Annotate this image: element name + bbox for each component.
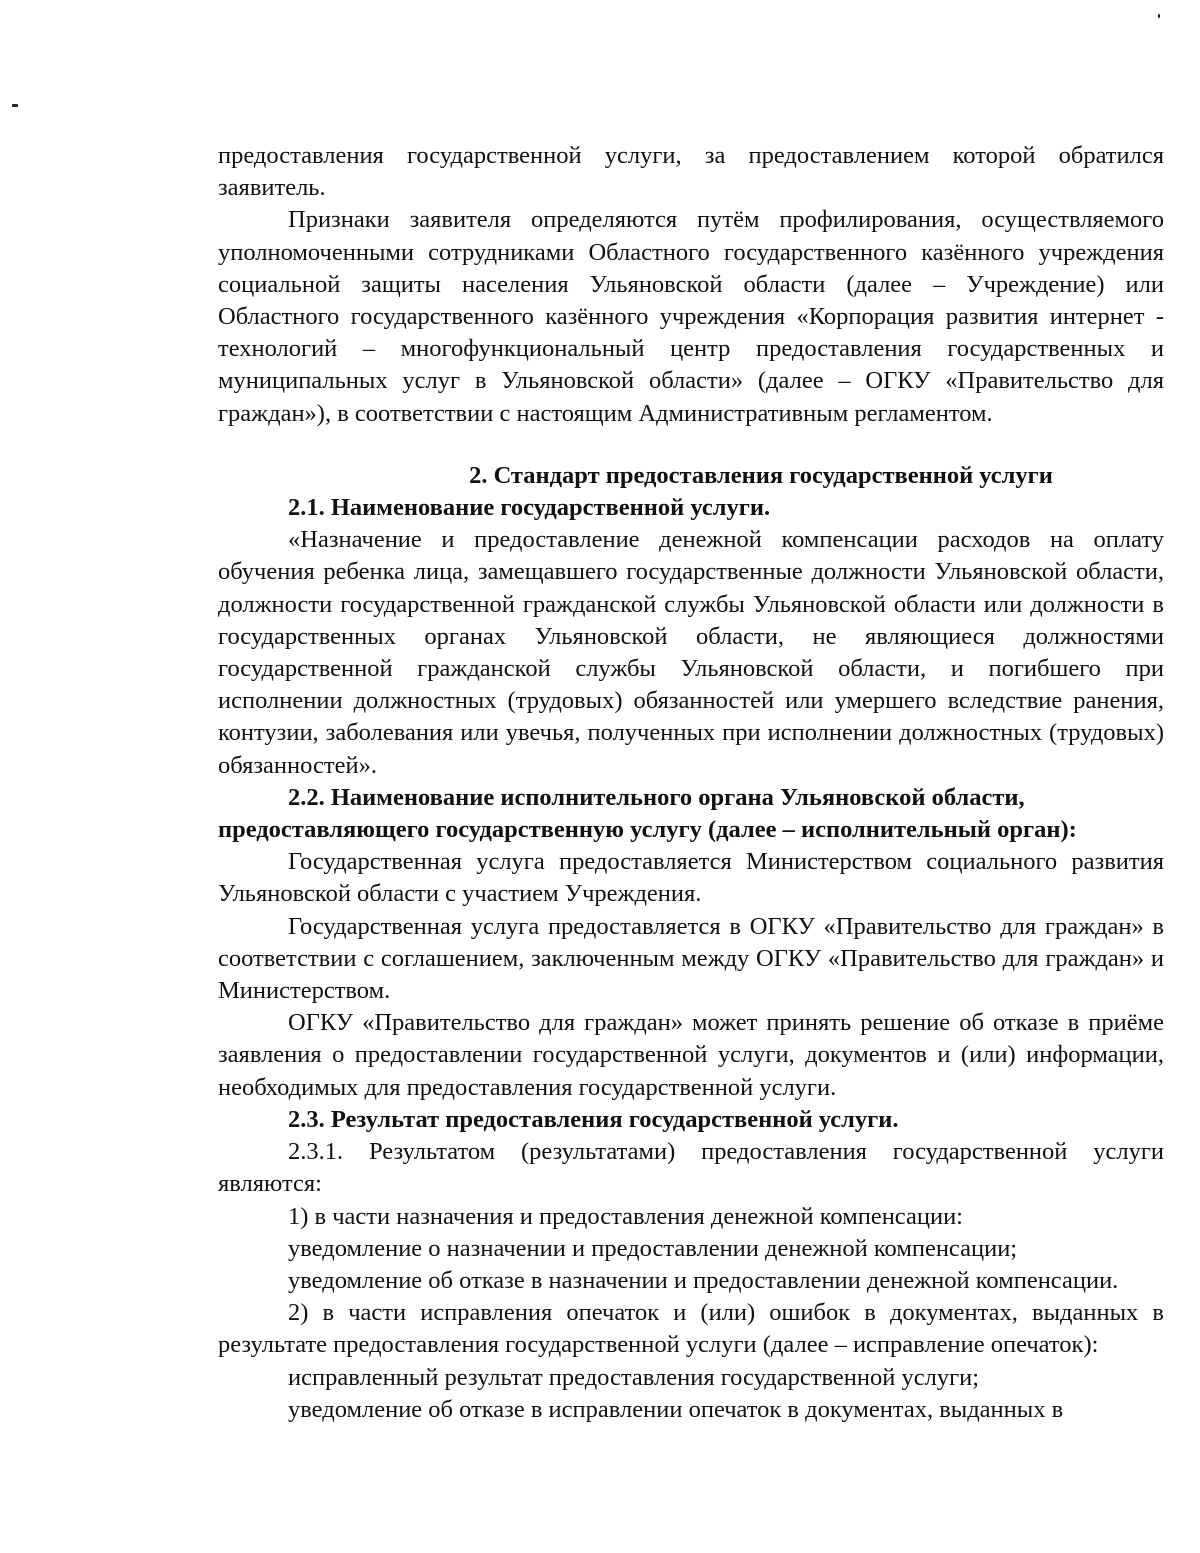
list-item: уведомление об отказе в назначении и предоставлении денежной компенсации.	[288, 1266, 1119, 1294]
list-item: 1) в части назначения и предоставления денежной компенсации:	[288, 1202, 963, 1230]
scan-speck	[1158, 14, 1160, 18]
paragraph: Государственная услуга предоставляется в ОГКУ «Правительство для граждан» в соответствии с соглашением, заключенным между ОГКУ «Правительство для граждан» и Министерством.	[218, 912, 1164, 1005]
paragraph: Признаки заявителя определяются путём профилирования, осуществляемого уполномоченными сотрудниками Областного государственного казённого учреждения социальной защиты населения Ульяновской области (далее – Учреждение) или Областного государственного казённого учреждения «Корпорация развития интернет - технологий – многофункциональный центр предоставления государственных и муниципальных услуг в Ульяновской области» (далее – ОГКУ «Правительство для граждан»), в соответствии с настоящим Административным регламентом.	[218, 206, 1164, 427]
list-item: уведомление об отказе в исправлении опечаток в документах, выданных в	[288, 1395, 1064, 1423]
section-gap	[218, 430, 1164, 460]
list-item: уведомление о назначении и предоставлении денежной компенсации;	[288, 1234, 1018, 1262]
paragraph: 2.3.1. Результатом (результатами) предоставления государственной услуги являются:	[218, 1138, 1164, 1198]
subsection-heading: 2.1. Наименование государственной услуги.	[288, 494, 771, 522]
document-page	[218, 140, 1164, 1426]
list-item: исправленный результат предоставления государственной услуги;	[288, 1363, 980, 1391]
section-heading: 2. Стандарт предоставления государственной услуги	[469, 461, 1053, 489]
scan-speck	[12, 104, 18, 107]
paragraph: Государственная услуга предоставляется Министерством социального развития Ульяновской области с участием Учреждения.	[218, 848, 1164, 908]
subsection-heading: 2.2. Наименование исполнительного органа Ульяновской области, предоставляющего государственную услугу (далее – исполнительный орган):	[218, 783, 1077, 844]
subsection-heading: 2.3. Результат предоставления государственной услуги.	[288, 1105, 899, 1133]
paragraph: предоставления государственной услуги, за предоставлением которой обратился заявитель.	[218, 142, 1164, 202]
paragraph: «Назначение и предоставление денежной компенсации расходов на оплату обучения ребенка лица, замещавшего государственные должности Ульяновской области, должности государственной гражданской службы Ульяновской области или должности в государственных органах Ульяновской области, не являющиеся должностями государственной гражданской службы Ульяновской области, и погибшего при исполнении должностных (трудовых) обязанностей или умершего вследствие ранения, контузии, заболевания или увечья, полученных при исполнении должностных (трудовых) обязанностей».	[218, 526, 1164, 779]
paragraph: ОГКУ «Правительство для граждан» может принять решение об отказе в приёме заявления о предоставлении государственной услуги, документов и (или) информации, необходимых для предоставления государственной услуги.	[218, 1009, 1164, 1101]
list-item: 2) в части исправления опечаток и (или) ошибок в документах, выданных в результате предоставления государственной услуги (далее – исправление опечаток):	[218, 1299, 1164, 1359]
